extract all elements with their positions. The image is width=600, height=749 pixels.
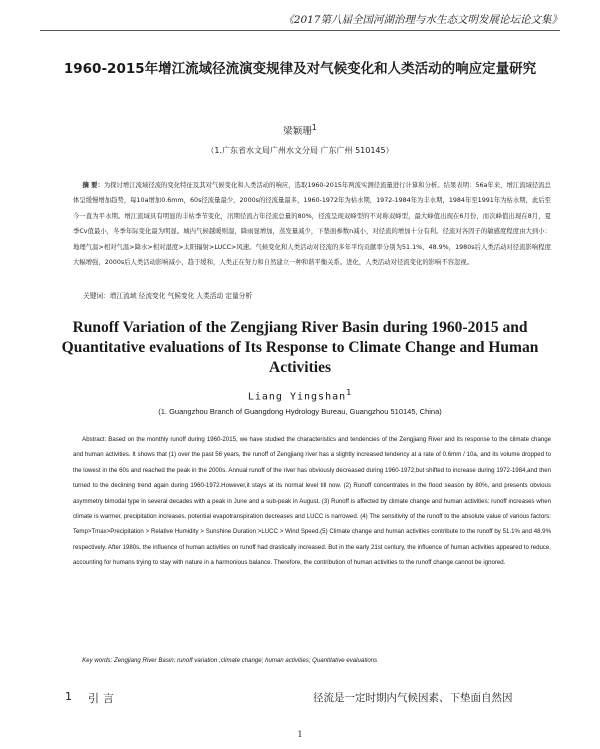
abstract-english bbox=[73, 432, 551, 571]
body-text-start: 径流是一定时期内气候因素、下垫面自然因 bbox=[313, 692, 513, 704]
author-name-english: Liang Yingshan bbox=[247, 391, 347, 403]
keywords-label-english: Key words: bbox=[82, 657, 113, 664]
keywords-english bbox=[73, 657, 551, 664]
affiliation-english: (1. Guangzhou Branch of Guangdong Hydrology Bureau, Guangzhou 510145, China) bbox=[158, 407, 442, 416]
abstract-label-english: Abstract: bbox=[82, 436, 107, 443]
abstract-label-chinese: 摘 要： bbox=[82, 182, 104, 189]
abstract-chinese bbox=[73, 178, 551, 270]
author-name-chinese: 梁颖珊 bbox=[283, 126, 312, 138]
header-rule bbox=[40, 30, 560, 31]
paper-title-english: Runoff Variation of the Zengjiang River Basin during 1960-2015 and Quantitative evaluations of Its Response to Climate Change and Human Activities bbox=[61, 319, 539, 376]
section-title: 引言 bbox=[88, 692, 118, 705]
section-number: 1 bbox=[65, 690, 72, 703]
abstract-text-english: Based on the monthly runoff during 1960-2015, we have studied the characteristics and tendencies of the Zengjiang River and its response to the climate change and human activities. It shows that (1) over the past 56 years, the runoff of Zengjiang river has a slightly increased tendency at a rate of 0.6mm / 10a, and its volume dropped to the lowest in the 60s and reached the peak in the 2000s. Annual runoff of the river has obviously decreased during 1960-1972,but shifted to increase during 1972-1984,and then turned to the declining trend again during 1960-1972.However,it stays at its normal level till now. (2) Runoff concentrates in the flood season by 80%, and presents obvious asymmetry bimodal type in several decades with a peak in June and a sub-peak in August. (3) Runoff is affected by climate change and human activities: runoff increases when climate is warmer, precipitation increases, potential evapotranspiration decreases and LUCC is narrowed. (4) The sensitivity of the runoff to the absolute value of various factors: Temp>Tmax>Precipitation > Relative Humidity > Sunshine Duration >LUCC > Wind Speed.(5) Climate change and human activities contribute to the runoff by 51.1% and 48.9% respectively. After 1980s, the influence of human activities on runoff had drastically increased. But in the early 21st century, the influence of human activities appeared to reduce, accounting for humans trying to stay with nature in a harmonious balance. Therefore, the contribution of human activities to the runoff change cannot be ignored. bbox=[73, 436, 551, 567]
paper-title-chinese: 1960-2015年增江流域径流演变规律及对气候变化和人类活动的响应定量研究 bbox=[63, 61, 537, 77]
keywords-text-english: Zengjiang River Basin; runoff variation ;climate change; human activities; Quantitative evaluations bbox=[114, 657, 378, 664]
keywords-text-chinese: 增江流域 径流变化 气候变化 人类活动 定量分析 bbox=[109, 292, 253, 300]
author-affiliation-mark-english: 1 bbox=[346, 387, 353, 397]
keywords-chinese bbox=[73, 290, 551, 300]
affiliation-chinese: （1.广东省水文局广州水文分局 广东广州 510145） bbox=[206, 146, 394, 155]
author-affiliation-mark: 1 bbox=[311, 123, 317, 132]
keywords-label-chinese: 关键词： bbox=[83, 292, 110, 300]
page-number: 1 bbox=[297, 730, 303, 739]
author-chinese bbox=[0, 123, 600, 137]
abstract-text-chinese: 为探讨增江流域径流的变化特征及其对气候变化和人类活动的响应，选取1960-2015年两流实测径流量进行计算和分析。结果表明：56a年来，增江流域径流总体呈缓慢增加趋势，每10a增加0.6mm，60s径流量最少，2000s的径流量最多，1960-1972年为枯水期，1972-1984年为丰水期，1984年至1991年为枯水期，此后至今一直为平水期。增江流域具有明显的丰枯季节变化，汛期径流占年径流总量的80%，径流呈现双峰型的不对称双峰型，最大峰值出现在6月份，而次峰值出现在8月，夏季Cv值最小，冬季年际变化最为明显。城内气候越暖则湿，降雨显增加，蒸发量减少，下垫面参数n减小，对径流的增加十分有利。径流对各因子的敏感度程度由大到小：地理气温>相对气温>降水>相对湿度>太阳辐射>LUCC>风速。气候变化和人类活动对径流的多年平均贡献率分别为51.1%、48.9%，1980s后人类活动对径流影响程度大幅增强，2000s后人类活动影响减小，趋于缓和，人类正在努力和自然建立一种和谐平衡关系。进化，人类活动对径流变化的影响不容忽视。 bbox=[73, 182, 551, 267]
running-header: 《2017第八届全国河湖治理与水生态文明发展论坛论文集》 bbox=[283, 14, 562, 26]
author-english bbox=[0, 387, 600, 402]
